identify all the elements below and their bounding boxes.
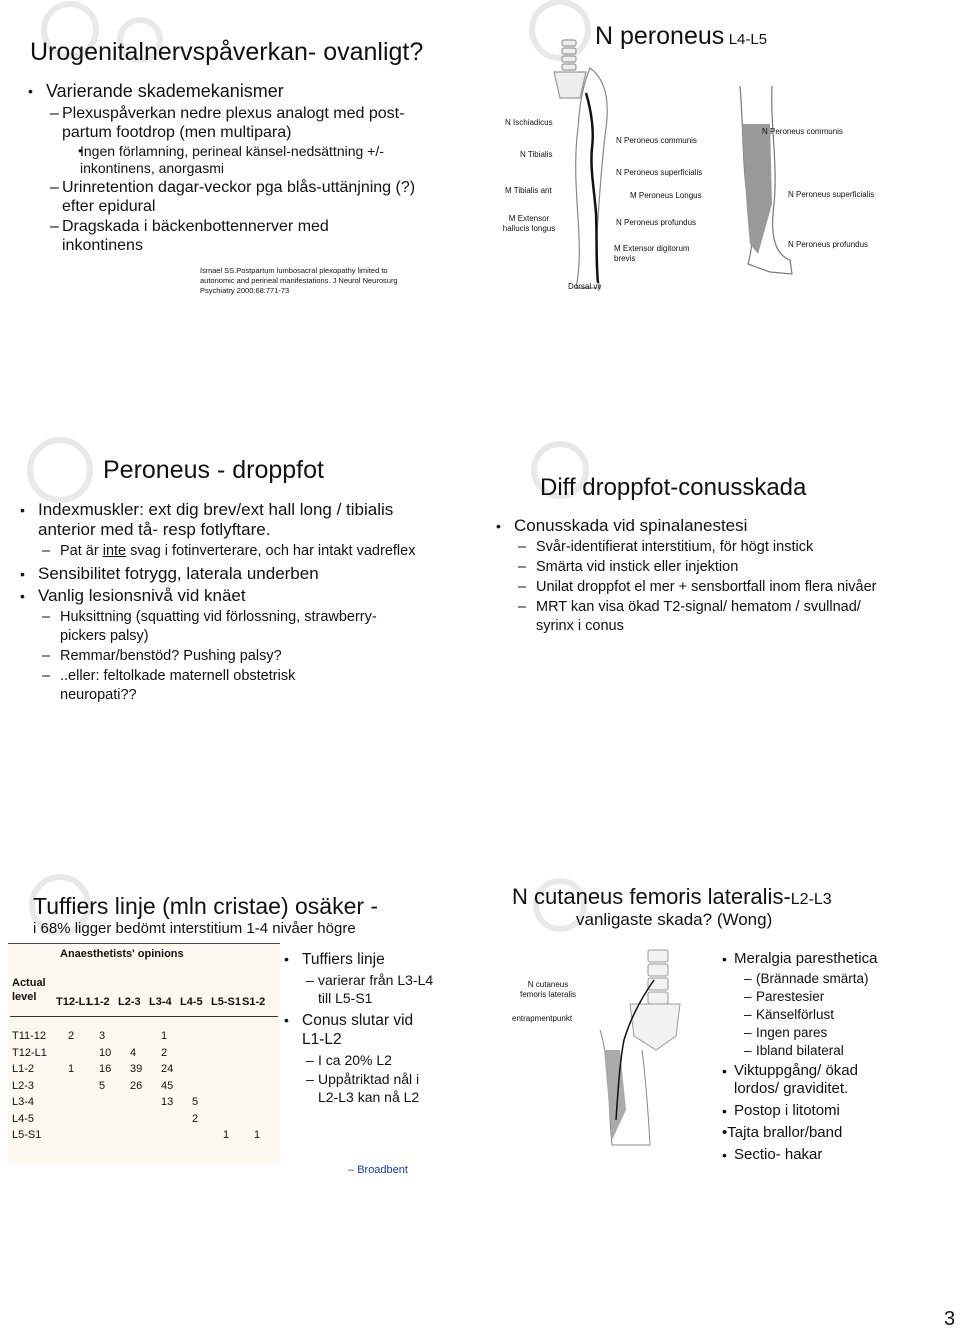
table-cell: 16: [99, 1063, 112, 1075]
table-cell: 2: [161, 1046, 168, 1059]
s4-item-1: – Smärta vid instick eller injektion: [496, 558, 886, 577]
table-col-header: L1-2: [87, 996, 110, 1008]
table-corner: Actual level: [12, 977, 46, 1003]
table-cell: 13: [161, 1096, 174, 1108]
slide4-title: Diff droppfot-conusskada: [540, 474, 807, 501]
table-cell: 5: [192, 1096, 199, 1108]
s3-b1a: – Pat är inte svag i fotinverterare, och har intakt vadreflex: [20, 542, 420, 560]
table-row: [12, 1047, 278, 1063]
table-row: [12, 1030, 278, 1046]
table-cell: 1: [223, 1129, 230, 1141]
s2-label-dorsal: Dorsal vy: [568, 282, 602, 291]
slide6-title: N cutaneus femoris lateralis-: [512, 884, 791, 909]
s2-label-per-superficialis: N Peroneus superficialis: [616, 168, 703, 177]
page-number: 3: [944, 1308, 956, 1330]
s5-b2: • Conus slutar vid L1-L2: [284, 1011, 434, 1049]
table-row: [12, 1080, 278, 1096]
s6-b1: • Meralgia paresthetica: [722, 950, 892, 968]
slide1-title: Urogenitalnervspåverkan- ovanligt?: [30, 38, 424, 66]
pelvis-illustration: [590, 940, 700, 1150]
table-cell: 4: [130, 1046, 137, 1059]
table-col-header: L3-4: [149, 996, 172, 1008]
table-row-level: L2-3: [12, 1079, 35, 1092]
s2-label-r-communis: N Peroneus communis: [762, 127, 843, 136]
table-cell: 2: [68, 1030, 75, 1042]
s6-label-nerve: N cutaneus femoris lateralis: [519, 980, 576, 999]
s1-sub3: – Dragskada i bäckenbottennerver med inkontinens: [28, 217, 352, 255]
s6-b4: •Tajta brallor/band: [722, 1124, 843, 1141]
s4-b1: • Conusskada vid spinalanestesi: [496, 516, 886, 536]
table-cell: 26: [130, 1079, 143, 1092]
table-cell: 5: [99, 1079, 106, 1092]
slide5-subtitle: i 68% ligger bedömt interstitium 1-4 nivåer högre: [33, 920, 356, 937]
s4-item-2: – Unilat droppfot el mer + sensbortfall inom flera nivåer: [496, 578, 886, 597]
s2-label-per-longus: M Peroneus Longus: [630, 191, 702, 200]
s2-label-ext-dig-brevis: M Extensor digitorum brevis: [614, 244, 690, 263]
s6-b3: • Postop i litotomi: [722, 1102, 892, 1120]
table-row-level: T11-12: [12, 1030, 47, 1042]
s2-label-per-profundus: N Peroneus profundus: [616, 218, 697, 227]
s2-label-ischiadicus: N Ischiadicus: [505, 118, 553, 127]
s3-b2: • Sensibilitet fotrygg, laterala underben: [20, 564, 420, 584]
table-cell: 1: [161, 1030, 168, 1042]
table-row: [12, 1096, 278, 1112]
table-row-level: L5-S1: [12, 1129, 42, 1141]
table-col-header: L4-5: [180, 996, 203, 1008]
s4-item-0: – Svår-identifierat interstitium, för högt instick: [496, 538, 886, 557]
table-row-level: L3-4: [12, 1096, 35, 1108]
s6-b2: • Viktuppgång/ ökad lordos/ graviditet.: [722, 1062, 892, 1098]
s3-b3: • Vanlig lesionsnivå vid knäet: [20, 586, 420, 606]
s3-b1: • Indexmuskler: ext dig brev/ext hall long / tibialis anterior med tå- resp fotlyftare.: [20, 500, 420, 540]
table-row: [12, 1129, 278, 1145]
s5-b1: • Tuffiers linje: [284, 950, 434, 969]
slide3-title: Peroneus - droppfot: [103, 456, 324, 484]
table-cell: 2: [192, 1112, 199, 1125]
s6-sub-2: – Känselförlust: [722, 1006, 892, 1023]
table-cell: 24: [161, 1063, 174, 1075]
table-row-level: L4-5: [12, 1112, 35, 1125]
s5-b2b: – Uppåtriktad nål i L2-L3 kan nå L2: [284, 1070, 434, 1106]
s2-label-tibialis-ant: M Tibialis ant: [505, 186, 552, 195]
table-header-rule: [10, 1016, 278, 1017]
slide6-title-wrap: [512, 884, 832, 910]
s1-reference: Ismael SS.Postpartum lumbosacral plexopathy limited to autonomic and perineal manifestations. J Neurol Neurosurg Psychiatry 2000:68:771-73: [200, 266, 398, 295]
table-cell: 3: [99, 1030, 106, 1042]
s5-b2a: – I ca 20% L2: [284, 1051, 434, 1069]
s4-item-3: – MRT kan visa ökad T2-signal/ hematom / svullnad/ syrinx i conus: [496, 598, 866, 636]
s2-label-per-communis: N Peroneus communis: [616, 136, 697, 145]
s2-label-r-superficialis: N Peroneus superficialis: [788, 190, 875, 199]
s5-b1a: – varierar från L3-L4 till L5-S1: [284, 971, 434, 1007]
table-cell: 1: [68, 1063, 75, 1075]
s1-sub1: – Plexuspåverkan nedre plexus analogt med post-partum footdrop (men multipara): [28, 104, 418, 142]
table-col-header: T12-L1: [56, 996, 92, 1008]
table-row: [12, 1063, 278, 1079]
table-row-level: L1-2: [12, 1063, 35, 1075]
table-col-headers: [56, 996, 278, 1012]
slide2-title-sub: L4-L5: [728, 31, 768, 48]
slide6-title-sub: L2-L3: [790, 891, 832, 908]
s3-b3c: – ..eller: feltolkade maternell obstetrisk neuropati??: [20, 667, 360, 705]
table-title: Anaesthetists' opinions: [60, 948, 184, 960]
table-cell: 1: [254, 1129, 261, 1141]
slide6-subtitle: vanligaste skada? (Wong): [576, 910, 773, 929]
s1-sub1a: • Ingen förlamning, perineal känsel-nedsättning +/- inkontinens, anorgasmi: [28, 143, 418, 177]
table-body: [12, 1030, 278, 1150]
s1-sub2: – Urinretention dagar-veckor pga blås-uttänjning (?) efter epidural: [28, 178, 418, 216]
s5-source: – Broadbent: [348, 1164, 408, 1176]
table-cell: 45: [161, 1079, 174, 1092]
s6-b5: • Sectio- hakar: [722, 1146, 892, 1164]
table-col-header: L2-3: [118, 996, 141, 1008]
s6-sub-0: – (Brännade smärta): [722, 970, 892, 987]
s1-bullet-main: • Varierande skademekanismer: [28, 80, 418, 102]
s2-label-tibialis: N Tibialis: [520, 150, 553, 159]
s2-label-extensor-hallucis: M Extensor hallucis longus: [502, 214, 556, 233]
slide5-title: Tuffiers linje (mln cristae) osäker -: [33, 893, 379, 919]
s2-label-r-profundus: N Peroneus profundus: [788, 240, 869, 249]
s6-label-entrapment: entrapmentpunkt: [512, 1014, 573, 1023]
s3-b3b: – Remmar/benstöd? Pushing palsy?: [20, 647, 420, 666]
table-cell: 10: [99, 1046, 112, 1059]
s6-sub-3: – Ingen pares: [722, 1024, 892, 1041]
slide2-title: N peroneus: [595, 22, 725, 50]
s6-sub-1: – Parestesier: [722, 988, 892, 1005]
table-cell: 39: [130, 1063, 143, 1075]
table-row: [12, 1113, 278, 1129]
table-row-level: T12-L1: [12, 1046, 47, 1059]
table-col-header: L5-S1: [211, 996, 241, 1008]
s6-sub-4: – Ibland bilateral: [722, 1042, 892, 1059]
table-col-header: S1-2: [242, 996, 266, 1008]
s3-b3a: – Huksittning (squatting vid förlossning, strawberry-pickers palsy): [20, 608, 420, 646]
